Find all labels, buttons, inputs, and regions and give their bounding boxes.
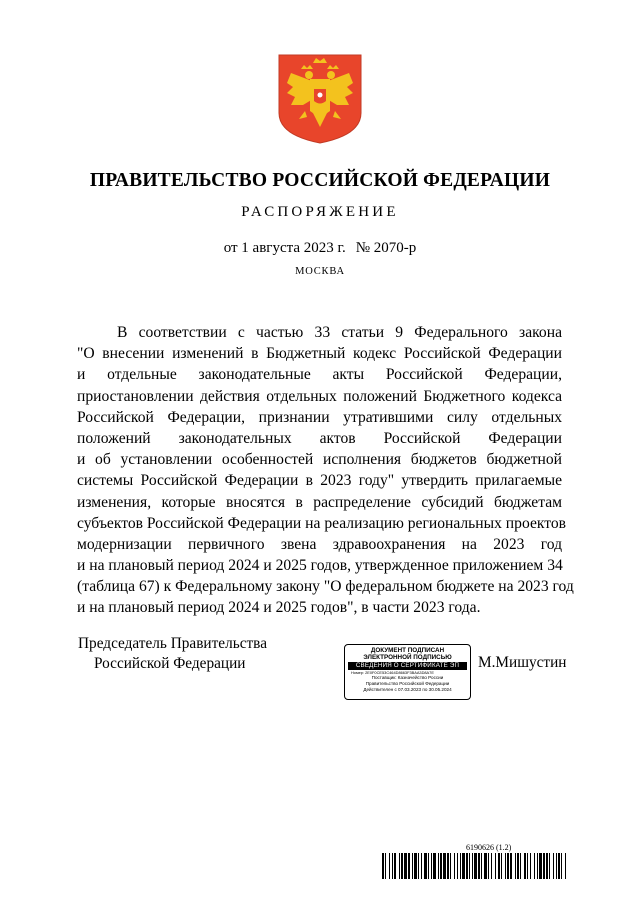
stamp-line-2: ЭЛЕКТРОННОЙ ПОДПИСЬЮ: [363, 654, 452, 661]
stamp-owner: Правительство Российской Федерации: [365, 681, 450, 687]
text-line: "О внесении изменений в Бюджетный кодекс Российской Федерации: [77, 345, 562, 363]
stamp-validity: Действителен с 07.03.2023 по 30.05.2024: [363, 686, 452, 692]
barcode-label: 6190626 (1.2): [466, 843, 512, 852]
position-line-2: Российской Федерации: [94, 655, 246, 672]
text-line: и об установлении особенностей исполнения бюджетов бюджетной: [77, 451, 562, 469]
city: МОСКВА: [295, 266, 345, 277]
page-title: ПРАВИТЕЛЬСТВО РОССИЙСКОЙ ФЕДЕРАЦИИ: [89, 170, 551, 191]
document-number: № 2070-р: [355, 240, 417, 256]
text-line: положений законодательных актов Российской Федерации: [77, 429, 562, 447]
text-line: (таблица 67) к Федеральному закону "О федеральном бюджете на 2023 год: [77, 578, 574, 596]
barcode-icon: [382, 853, 567, 879]
text-line: изменения, которые вносятся в распределение субсидий бюджетам: [77, 493, 562, 511]
signatory-position: [78, 634, 267, 674]
document-type: РАСПОРЯЖЕНИЕ: [241, 204, 399, 220]
stamp-certificate-bar: СВЕДЕНИЯ О СЕРТИФИКАТЕ ЭП: [348, 662, 467, 670]
text-line: Российской Федерации, признании утратившими силу отдельных: [77, 408, 562, 426]
text-line: приостановлении действия отдельных положений Бюджетного кодекса: [77, 387, 562, 405]
order-text: [77, 322, 574, 619]
stamp-line-1: ДОКУМЕНТ ПОДПИСАН: [370, 647, 445, 654]
signatory-name: М.Мишустин: [478, 654, 567, 671]
text-line: системы Российской Федерации в 2023 году" утвердить прилагаемые: [77, 472, 562, 490]
text-line: В соответствии с частью 33 статьи 9 Федерального закона: [117, 324, 562, 341]
electronic-signature-stamp: [344, 644, 471, 700]
text-line: субъектов Российской Федерации на реализацию региональных проектов: [77, 514, 567, 532]
stamp-issuer: Поставщик: Казначейство России: [371, 675, 444, 681]
stamp-cert-number: Номер: 2E0F0CE53C464D8663F3BAA3D8A7E: [351, 669, 434, 675]
coat-of-arms-icon: [277, 53, 363, 145]
document-date: от 1 августа 2023 г.: [223, 240, 346, 256]
text-line: и отдельные законодательные акты Российской Федерации,: [77, 366, 562, 384]
text-line: модернизации первичного звена здравоохранения на 2023 год: [77, 535, 562, 553]
text-line: и на плановый период 2024 и 2025 годов", в части 2023 года.: [77, 599, 481, 617]
date-line: [0, 240, 640, 257]
text-line: и на плановый период 2024 и 2025 годов, утвержденное приложением 34: [77, 557, 563, 575]
position-line-1: Председатель Правительства: [78, 635, 267, 652]
